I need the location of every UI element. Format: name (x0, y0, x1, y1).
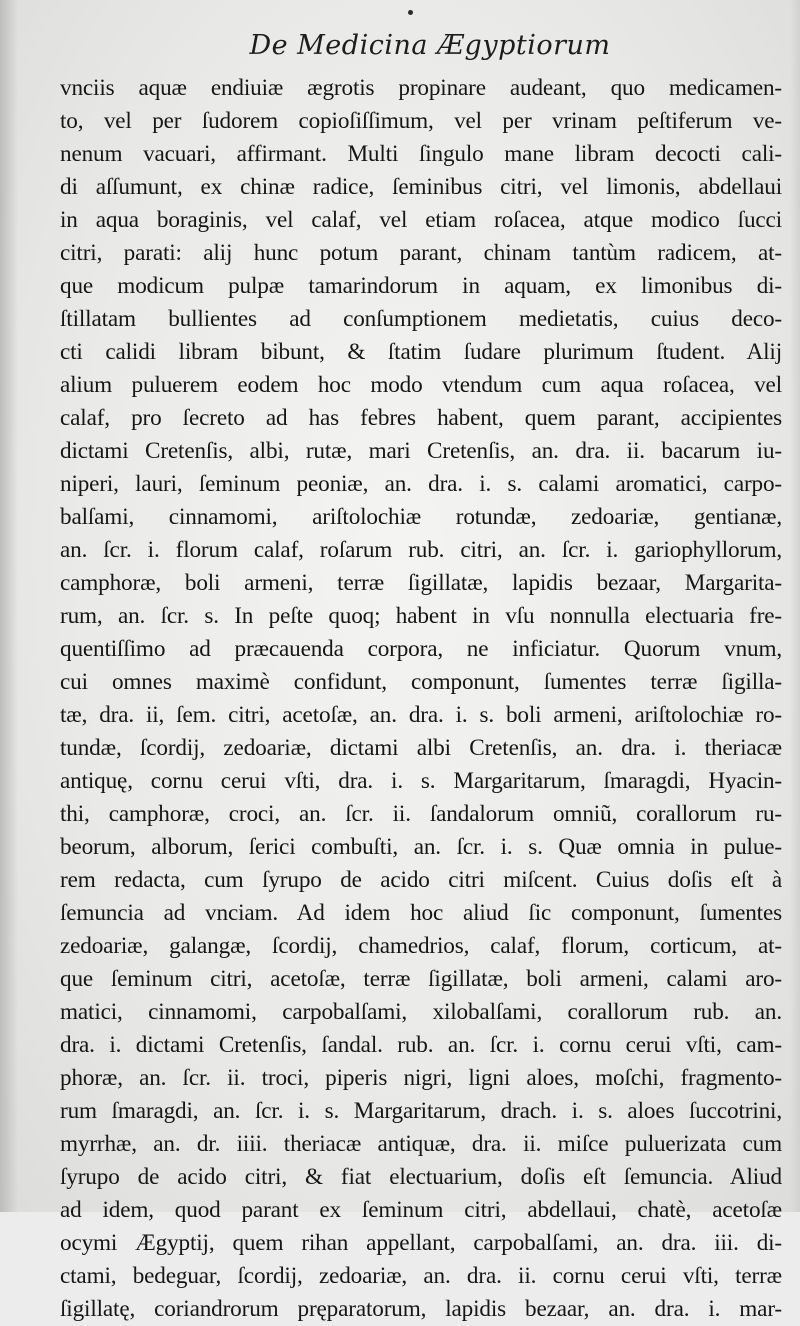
text-line: antiquę, cornu cerui vſti, dra. i. s. Margaritarum, ſmaragdi, Hyacin- (60, 768, 782, 794)
text-line: ad idem, quod parant ex ſeminum citri, abdellaui, chatè, acetoſæ (60, 1197, 782, 1223)
text-line: nenum vacuari, affirmant. Multi ſingulo mane libram decocti cali- (60, 141, 782, 167)
text-line: ſtillatam bullientes ad conſumptionem medietatis, cuius deco- (60, 306, 782, 332)
text-line: di aſſumunt, ex chinæ radice, ſeminibus citri, vel limonis, abdellaui (60, 174, 782, 200)
gutter-shadow (0, 0, 18, 1212)
text-line: ctami, bedeguar, ſcordij, zedoariæ, an. dra. ii. cornu cerui vſti, terræ (60, 1263, 782, 1289)
text-line: ſemuncia ad vnciam. Ad idem hoc aliud ſic componunt, ſumentes (60, 900, 782, 926)
text-line: ſyrupo de acido citri, & fiat electuarium, doſis eſt ſemuncia. Aliud (60, 1164, 782, 1190)
text-line: beorum, alborum, ſerici combuſti, an. ſcr. i. s. Quæ omnia in pulue- (60, 834, 782, 860)
text-line: balſami, cinnamomi, ariſtolochiæ rotundæ, zedoariæ, gentianæ, (60, 504, 782, 530)
ink-speck (408, 10, 413, 15)
text-line: rem redacta, cum ſyrupo de acido citri miſcent. Cuius doſis eſt à (60, 867, 782, 893)
text-line: ſigillatę, coriandrorum pręparatorum, lapidis bezaar, an. dra. i. mar- (60, 1296, 782, 1322)
text-line: alium puluerem eodem hoc modo vtendum cum aqua roſacea, vel (60, 372, 782, 398)
text-line: dictami Cretenſis, albi, rutæ, mari Cretenſis, an. dra. ii. bacarum iu- (60, 438, 782, 464)
body-text (60, 72, 782, 1326)
text-line: an. ſcr. i. florum calaf, roſarum rub. citri, an. ſcr. i. gariophyllorum, (60, 537, 782, 563)
text-line: in aqua boraginis, vel calaf, vel etiam roſacea, atque modico ſucci (60, 207, 782, 233)
running-head-text: De Medicina Ægyptiorum (249, 30, 611, 61)
text-line: phoræ, an. ſcr. ii. troci, piperis nigri, ligni aloes, moſchi, fragmento- (60, 1065, 782, 1091)
text-line: tundæ, ſcordij, zedoariæ, dictami albi Cretenſis, an. dra. i. theriacæ (60, 735, 782, 761)
text-line: quentiſſimo ad præcauenda corpora, ne inficiatur. Quorum vnum, (60, 636, 782, 662)
text-line: calaf, pro ſecreto ad has febres habent, quem parant, accipientes (60, 405, 782, 431)
text-line: vnciis aquæ endiuiæ ægrotis propinare audeant, quo medicamen- (60, 75, 782, 101)
text-line: que modicum pulpæ tamarindorum in aquam, ex limonibus di- (60, 273, 782, 299)
text-line: myrrhæ, an. dr. iiii. theriacæ antiquæ, dra. ii. miſce puluerizata cum (60, 1131, 782, 1157)
text-line: cui omnes maximè confidunt, componunt, ſumentes terræ ſigilla- (60, 669, 782, 695)
page-edge (790, 0, 800, 1212)
text-line: to, vel per ſudorem copioſiſſimum, vel per vrinam peſtiferum ve- (60, 108, 782, 134)
text-line: ocymi Ægyptij, quem rihan appellant, carpobalſami, an. dra. iii. di- (60, 1230, 782, 1256)
text-line: rum, an. ſcr. s. In peſte quoq; habent in vſu nonnulla electuaria fre- (60, 603, 782, 629)
text-line: citri, parati: alij hunc potum parant, chinam tantùm radicem, at- (60, 240, 782, 266)
running-head (0, 30, 800, 70)
text-line: tæ, dra. ii, ſem. citri, acetoſæ, an. dra. i. s. boli armeni, ariſtolochiæ ro- (60, 702, 782, 728)
text-line: dra. i. dictami Cretenſis, ſandal. rub. an. ſcr. i. cornu cerui vſti, cam- (60, 1032, 782, 1058)
text-line: matici, cinnamomi, carpobalſami, xilobalſami, corallorum rub. an. (60, 999, 782, 1025)
text-line: thi, camphoræ, croci, an. ſcr. ii. ſandalorum omniũ, corallorum ru- (60, 801, 782, 827)
text-line: que ſeminum citri, acetoſæ, terræ ſigillatæ, boli armeni, calami aro- (60, 966, 782, 992)
text-line: camphoræ, boli armeni, terræ ſigillatæ, lapidis bezaar, Margarita- (60, 570, 782, 596)
text-line: niperi, lauri, ſeminum peoniæ, an. dra. i. s. calami aromatici, carpo- (60, 471, 782, 497)
text-line: cti calidi libram bibunt, & ſtatim ſudare plurimum ſtudent. Alij (60, 339, 782, 365)
text-line: rum ſmaragdi, an. ſcr. i. s. Margaritarum, drach. i. s. aloes ſuccotrini, (60, 1098, 782, 1124)
text-line: zedoariæ, galangæ, ſcordij, chamedrios, calaf, florum, corticum, at- (60, 933, 782, 959)
